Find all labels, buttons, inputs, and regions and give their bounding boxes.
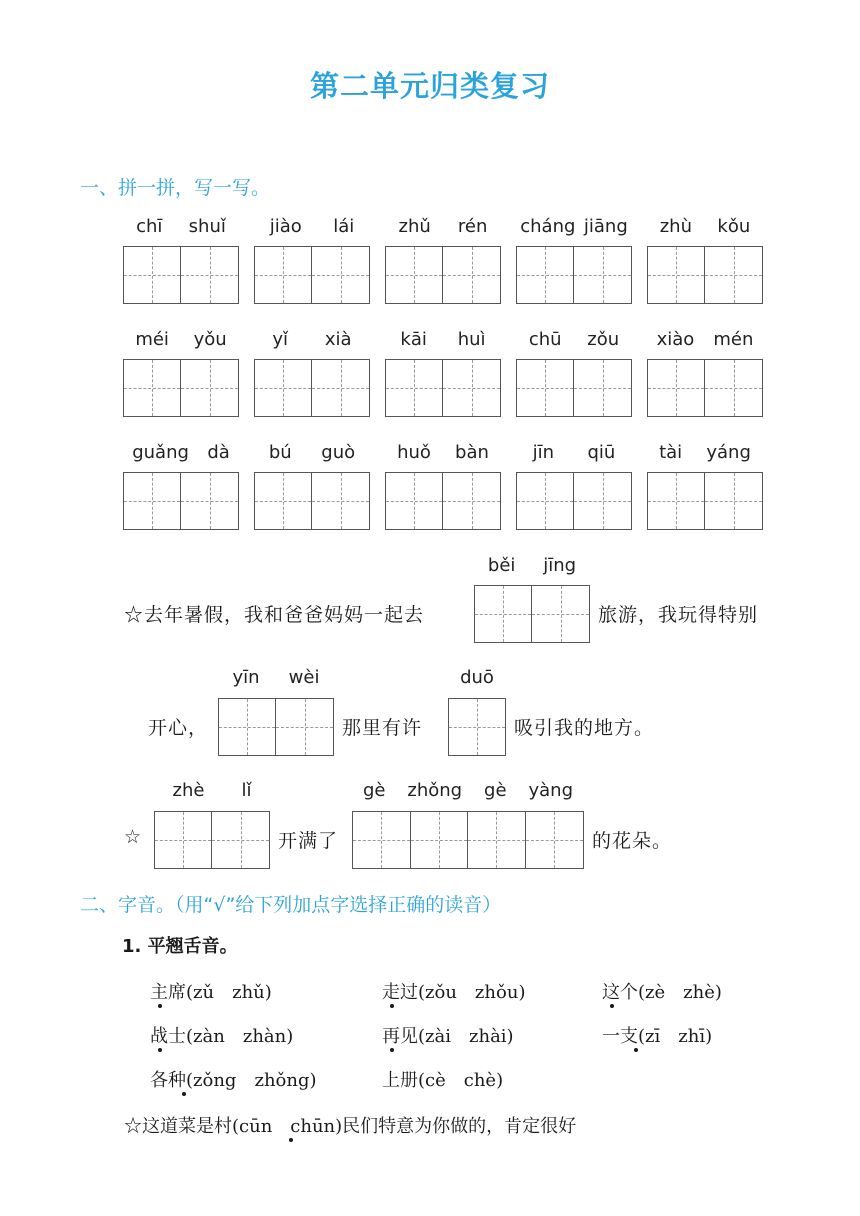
grid-cell[interactable] [124, 247, 181, 303]
pinyin-yinwei [218, 666, 334, 690]
pinyin-label [385, 328, 501, 352]
pinyin-syllable: dà [207, 442, 230, 463]
item-word: 一支 [602, 1026, 638, 1047]
sentence-3-after: 的花朵。 [592, 830, 673, 852]
pinyin-label [385, 441, 501, 465]
grid-cell[interactable] [181, 360, 238, 416]
sentence-1-before: ☆去年暑假，我和爸爸妈妈一起去 [124, 604, 425, 626]
item-options[interactable]: (zǒng zhǒng) [186, 1070, 317, 1091]
pinyin-syllable: jīn [532, 442, 555, 463]
grid-cell[interactable] [255, 247, 312, 303]
writing-grid-beijing[interactable] [474, 585, 590, 643]
pinyin-label [647, 215, 763, 239]
emphasis-dot [158, 1004, 162, 1008]
writing-grid-gezhonggeyang[interactable] [352, 811, 584, 869]
grid-cell[interactable] [411, 812, 469, 868]
item-word: 上册 [382, 1070, 418, 1091]
emphasis-dot [634, 1048, 638, 1052]
writing-grid[interactable] [385, 246, 501, 304]
item-options[interactable]: (zī zhī) [638, 1026, 713, 1047]
writing-grid[interactable] [385, 359, 501, 417]
sentence-1-after: 旅游，我玩得特别 [598, 604, 759, 626]
item-options[interactable]: (zǒu zhǒu) [418, 982, 526, 1003]
pinyin-label [647, 328, 763, 352]
sentence-3-middle: 开满了 [278, 830, 339, 852]
writing-grid[interactable] [254, 472, 370, 530]
grid-cell[interactable] [255, 473, 312, 529]
pinyin-syllable: lǐ [241, 780, 252, 801]
grid-cell[interactable] [517, 247, 574, 303]
writing-grid[interactable] [385, 472, 501, 530]
emphasis-dot [158, 1048, 162, 1052]
grid-cell[interactable] [124, 473, 181, 529]
sentence-2-middle: 那里有许 [342, 717, 423, 739]
writing-grid[interactable] [254, 246, 370, 304]
pinyin-syllable: yàng [528, 780, 574, 801]
grid-cell[interactable] [124, 360, 181, 416]
pinyin-syllable: rén [457, 216, 488, 237]
question-item[interactable] [382, 1066, 503, 1092]
emphasis-dot [390, 1004, 394, 1008]
question-item[interactable] [150, 978, 272, 1004]
pinyin-syllable: běi [487, 555, 516, 576]
grid-cell[interactable] [312, 247, 369, 303]
item-word: 再见 [382, 1026, 418, 1047]
grid-cell[interactable] [517, 360, 574, 416]
grid-cell[interactable] [574, 360, 631, 416]
pinyin-syllable: jiào [269, 216, 302, 237]
grid-cell[interactable] [517, 473, 574, 529]
grid-cell[interactable] [386, 247, 443, 303]
grid-cell[interactable] [276, 699, 333, 755]
section-2-heading: 二、字音。（用“√”给下列加点字选择正确的读音） [80, 894, 502, 916]
grid-cell[interactable] [705, 247, 762, 303]
writing-grid[interactable] [516, 359, 632, 417]
pinyin-label [254, 215, 370, 239]
grid-cell[interactable] [526, 812, 584, 868]
grid-cell[interactable] [468, 812, 526, 868]
pinyin-syllable: huì [457, 329, 486, 350]
question-item[interactable] [382, 978, 525, 1004]
pinyin-syllable: jīng [543, 555, 577, 576]
item-word: 这个 [602, 982, 638, 1003]
grid-cell[interactable] [386, 360, 443, 416]
writing-grid[interactable] [123, 246, 239, 304]
question-item[interactable] [602, 978, 722, 1004]
pinyin-label [123, 328, 239, 352]
pinyin-syllable: zhǒng [407, 780, 463, 801]
grid-cell[interactable] [705, 473, 762, 529]
pinyin-syllable: jiāng [583, 216, 628, 237]
pinyin-syllable: shuǐ [188, 216, 226, 237]
section-1-heading: 一、拼一拼，写一写。 [80, 177, 271, 199]
pinyin-syllable: cháng [520, 216, 576, 237]
question-item[interactable] [150, 1066, 317, 1092]
pinyin-syllable: bú [268, 442, 292, 463]
pinyin-label [516, 215, 632, 239]
pinyin-syllable: méi [135, 329, 169, 350]
pinyin-syllable: lái [333, 216, 355, 237]
pinyin-syllable: zhè [172, 780, 205, 801]
pinyin-label [123, 441, 239, 465]
emphasis-dot [390, 1048, 394, 1052]
pinyin-syllable: xiào [656, 329, 695, 350]
pinyin-syllable: mén [713, 329, 754, 350]
grid-cell[interactable] [312, 360, 369, 416]
pinyin-label [254, 328, 370, 352]
pinyin-label [254, 441, 370, 465]
grid-cell[interactable] [449, 699, 505, 755]
writing-grid[interactable] [123, 472, 239, 530]
question-item[interactable] [602, 1022, 712, 1048]
pinyin-syllable: duō [460, 667, 494, 688]
pinyin-syllable: zǒu [587, 329, 620, 350]
pinyin-label [385, 215, 501, 239]
page-title: 第二单元归类复习 [309, 69, 550, 103]
pinyin-label [647, 441, 763, 465]
pinyin-syllable: chū [528, 329, 562, 350]
pinyin-syllable: yǒu [193, 329, 227, 350]
pinyin-syllable: bàn [455, 442, 489, 463]
question-item[interactable] [382, 1022, 514, 1048]
grid-cell[interactable] [212, 812, 269, 868]
pinyin-label [516, 441, 632, 465]
writing-grid[interactable] [647, 472, 763, 530]
pinyin-syllable: gè [484, 780, 507, 801]
pinyin-zheli [154, 779, 270, 803]
pinyin-syllable: huǒ [397, 442, 431, 463]
pinyin-syllable: zhù [659, 216, 692, 237]
grid-cell[interactable] [475, 586, 532, 642]
pinyin-syllable: kǒu [717, 216, 751, 237]
writing-grid[interactable] [254, 359, 370, 417]
grid-cell[interactable] [648, 247, 705, 303]
item-options[interactable]: (zàn zhàn) [186, 1026, 294, 1047]
writing-grid[interactable] [123, 359, 239, 417]
grid-cell[interactable] [255, 360, 312, 416]
grid-cell[interactable] [443, 360, 500, 416]
writing-grid[interactable] [516, 472, 632, 530]
sub-heading-flat-retroflex: 1. 平翘舌音。 [122, 936, 238, 957]
sentence-2-before: 开心， [148, 717, 209, 739]
grid-cell[interactable] [181, 473, 238, 529]
grid-cell[interactable] [219, 699, 276, 755]
grid-cell[interactable] [443, 247, 500, 303]
grid-cell[interactable] [648, 473, 705, 529]
grid-cell[interactable] [312, 473, 369, 529]
pinyin-syllable: yáng [706, 442, 751, 463]
pinyin-syllable: guò [321, 442, 356, 463]
grid-cell[interactable] [705, 360, 762, 416]
sentence-2-after: 吸引我的地方。 [514, 717, 655, 739]
pinyin-syllable: xià [324, 329, 352, 350]
grid-cell[interactable] [353, 812, 411, 868]
item-word: 战士 [150, 1026, 186, 1047]
item-options[interactable]: (cè chè) [418, 1070, 504, 1091]
grid-cell[interactable] [532, 586, 589, 642]
grid-cell[interactable] [386, 473, 443, 529]
writing-grid-yinwei[interactable] [218, 698, 334, 756]
item-options[interactable]: (zài zhài) [418, 1026, 514, 1047]
grid-cell[interactable] [574, 473, 631, 529]
pinyin-beijing [474, 554, 590, 578]
item-options[interactable]: (zè zhè) [638, 982, 722, 1003]
writing-grid[interactable] [647, 246, 763, 304]
grid-cell[interactable] [155, 812, 212, 868]
pinyin-syllable: yǐ [272, 329, 289, 350]
grid-cell[interactable] [181, 247, 238, 303]
emphasis-dot [610, 1004, 614, 1008]
grid-cell[interactable] [443, 473, 500, 529]
writing-grid[interactable] [647, 359, 763, 417]
item-word: 走过 [382, 982, 418, 1003]
writing-grid-zheli[interactable] [154, 811, 270, 869]
pinyin-syllable: wèi [288, 667, 320, 688]
star-icon: ☆ [124, 826, 143, 848]
pinyin-label [123, 215, 239, 239]
grid-cell[interactable] [574, 247, 631, 303]
pinyin-syllable: yīn [232, 667, 260, 688]
writing-grid[interactable] [516, 246, 632, 304]
writing-grid-duo[interactable] [448, 698, 506, 756]
question-item-sentence[interactable]: ☆这道菜是村(cūn chūn)民们特意为你做的，肯定很好 [124, 1116, 577, 1137]
emphasis-dot [182, 1092, 186, 1096]
pinyin-syllable: zhǔ [398, 216, 431, 237]
item-word: 各种 [150, 1070, 186, 1091]
pinyin-syllable: gè [362, 780, 386, 801]
pinyin-label [516, 328, 632, 352]
pinyin-syllable: guǎng [132, 442, 189, 463]
emphasis-dot [289, 1138, 293, 1142]
pinyin-syllable: kāi [400, 329, 427, 350]
pinyin-syllable: qiū [587, 442, 616, 463]
question-item[interactable] [150, 1022, 293, 1048]
item-word: 主席 [150, 982, 186, 1003]
grid-cell[interactable] [648, 360, 705, 416]
pinyin-duo [440, 666, 514, 690]
pinyin-gezhonggeyang [352, 779, 584, 803]
item-options[interactable]: (zǔ zhǔ) [186, 982, 272, 1003]
pinyin-syllable: chī [136, 216, 163, 237]
pinyin-syllable: tài [659, 442, 683, 463]
